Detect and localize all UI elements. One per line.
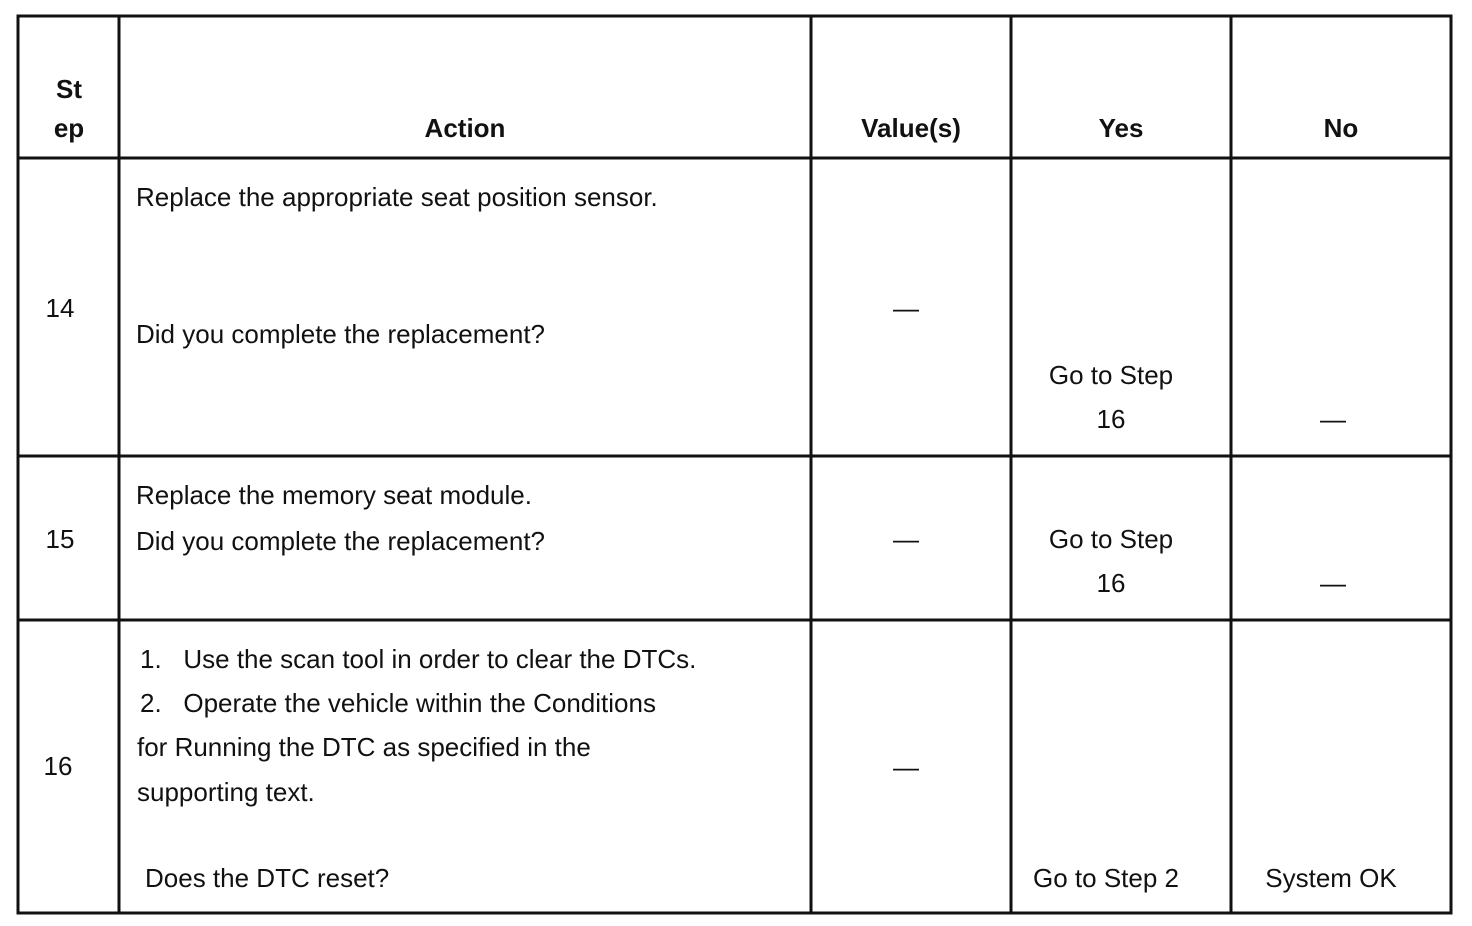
row-14-value: — [893,293,919,323]
row-14-yes-line2: 16 [1096,404,1126,434]
row-14-no: — [1320,404,1346,434]
header-values: Value(s) [861,113,961,143]
row-15-yes-line2: 16 [1096,568,1126,598]
header-action: Action [424,113,506,143]
row-16-action-line3: for Running the DTC as specified in the [137,732,591,762]
row-14-yes-line1: Go to Step [1048,360,1174,390]
row-16-step: 16 [43,751,73,781]
row-16-action-line1: 1. Use the scan tool in order to clear the DTCs. [140,644,697,674]
row-15-value: — [893,524,919,554]
header-no: No [1323,113,1359,143]
row-16-value: — [893,752,919,782]
row-16-no: System OK [1265,863,1397,893]
row-15-yes-line1: Go to Step [1048,524,1174,554]
header-step-line2: ep [53,113,85,143]
row-14-action-line1: Replace the appropriate seat position sensor. [136,182,658,212]
row-16-action-line2: 2. Operate the vehicle within the Conditions [140,688,656,718]
row-14-action-line2: Did you complete the replacement? [136,319,546,349]
row-16-yes: Go to Step 2 [1033,863,1179,893]
row-15-step: 15 [45,524,75,554]
row-15-no: — [1320,568,1346,598]
header-step-line1: St [56,74,82,104]
row-16-action-line5: Does the DTC reset? [145,863,390,893]
row-16-action-line4: supporting text. [137,777,315,807]
row-14-step: 14 [45,293,75,323]
row-15-action-line2: Did you complete the replacement? [136,526,546,556]
row-15-action-line1: Replace the memory seat module. [136,480,532,510]
header-yes: Yes [1098,113,1144,143]
